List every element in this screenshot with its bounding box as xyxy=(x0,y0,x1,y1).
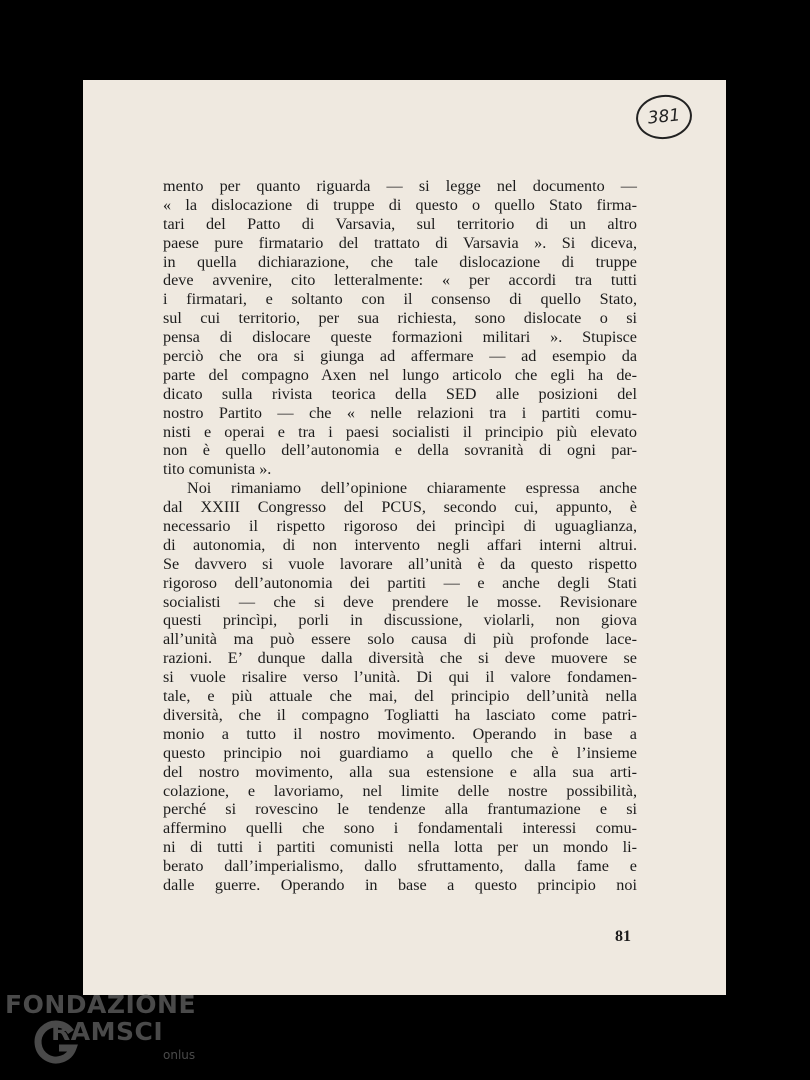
text-line: deve avvenire, cito letteralmente: « per accordi tra tutti xyxy=(163,271,637,290)
text-line: affermino quelli che sono i fondamentali interessi comu- xyxy=(163,819,637,838)
logo-text-line1: FONDAZIONE xyxy=(5,990,197,1019)
text-line: nisti e operai e tra i paesi socialisti il principio più elevato xyxy=(163,422,637,441)
text-line: nostro Partito — che « nelle relazioni tra i partiti comu- xyxy=(163,403,637,422)
text-line: diversità, che il compagno Togliatti ha lasciato come patri- xyxy=(163,705,637,724)
text-line: colazione, e lavoriamo, nel limite delle nostre possibilità, xyxy=(163,781,637,800)
text-line: non è quello dell’autonomia e della sovranità di ogni par- xyxy=(163,441,637,460)
logo-text-line3: onlus xyxy=(163,1048,196,1062)
text-line: del nostro movimento, alla sua estensione e alla sua arti- xyxy=(163,762,637,781)
text-line: parte del compagno Axen nel lungo articolo che egli ha de- xyxy=(163,365,637,384)
text-line: pensa di dislocare queste formazioni militari ». Stupisce xyxy=(163,328,637,347)
text-line: perché si rovescino le tendenze alla frantumazione e si xyxy=(163,800,637,819)
text-line: razioni. E’ dunque dalla diversità che si deve muovere se xyxy=(163,649,637,668)
text-line: mento per quanto riguarda — si legge nel documento — xyxy=(163,177,637,195)
text-line: tari del Patto di Varsavia, sul territorio di un altro xyxy=(163,214,637,233)
text-line: berato dall’imperialismo, dallo sfruttamento, dalla fame e xyxy=(163,857,637,876)
text-line: rigoroso dell’autonomia dei partiti — e anche degli Stati xyxy=(163,573,637,592)
text-line: « la dislocazione di truppe di questo o quello Stato firma- xyxy=(163,195,637,214)
text-line: di autonomia, di non intervento negli affari interni altrui. xyxy=(163,535,637,554)
text-line: all’unità ma può essere solo causa di più profonde lace- xyxy=(163,630,637,649)
text-line: si vuole risalire verso l’unità. Di qui il valore fondamen- xyxy=(163,668,637,687)
text-line: paese pure firmatario del trattato di Varsavia ». Si diceva, xyxy=(163,233,637,252)
page-number: 81 xyxy=(615,928,631,945)
text-line: dicato sulla rivista teorica della SED alle posizioni del xyxy=(163,384,637,403)
text-line: Noi rimaniamo dell’opinione chiaramente espressa anche xyxy=(187,479,637,498)
logo-text-line2: RAMSCI xyxy=(51,1017,164,1046)
text-line: necessario il rispetto rigoroso dei princìpi di uguaglianza, xyxy=(163,517,637,536)
text-line: questo principio noi guardiamo a quello che è l’insieme xyxy=(163,743,637,762)
text-line: i firmatari, e soltanto con il consenso di quello Stato, xyxy=(163,290,637,309)
text-line: sul cui territorio, per sua richiesta, sono dislocate o si xyxy=(163,309,637,328)
text-line: socialisti — che si deve prendere le mosse. Revisionare xyxy=(163,592,637,611)
body-text xyxy=(163,177,637,895)
text-line: perciò che ora si giunga ad affermare — ad esempio da xyxy=(163,347,637,366)
text-line: tito comunista ». xyxy=(163,460,272,479)
text-line: questi princìpi, porli in discussione, violarli, non giova xyxy=(163,611,637,630)
text-line: dalle guerre. Operando in base a questo principio noi xyxy=(163,875,637,894)
text-line: tale, e più attuale che mai, del principio dell’unità nella xyxy=(163,687,637,706)
text-line: monio a tutto il nostro movimento. Operando in base a xyxy=(163,724,637,743)
text-line: dal XXIII Congresso del PCUS, secondo cui, appunto, è xyxy=(163,498,637,517)
text-line: ni di tutti i partiti comunisti nella lotta per un mondo li- xyxy=(163,838,637,857)
text-line: Se davvero si vuole lavorare all’unità è da questo rispetto xyxy=(163,554,637,573)
text-line: in quella dichiarazione, che tale dislocazione di truppe xyxy=(163,252,637,271)
archive-number-annotation: 381 xyxy=(634,92,694,142)
fondazione-gramsci-logo xyxy=(5,990,205,1070)
